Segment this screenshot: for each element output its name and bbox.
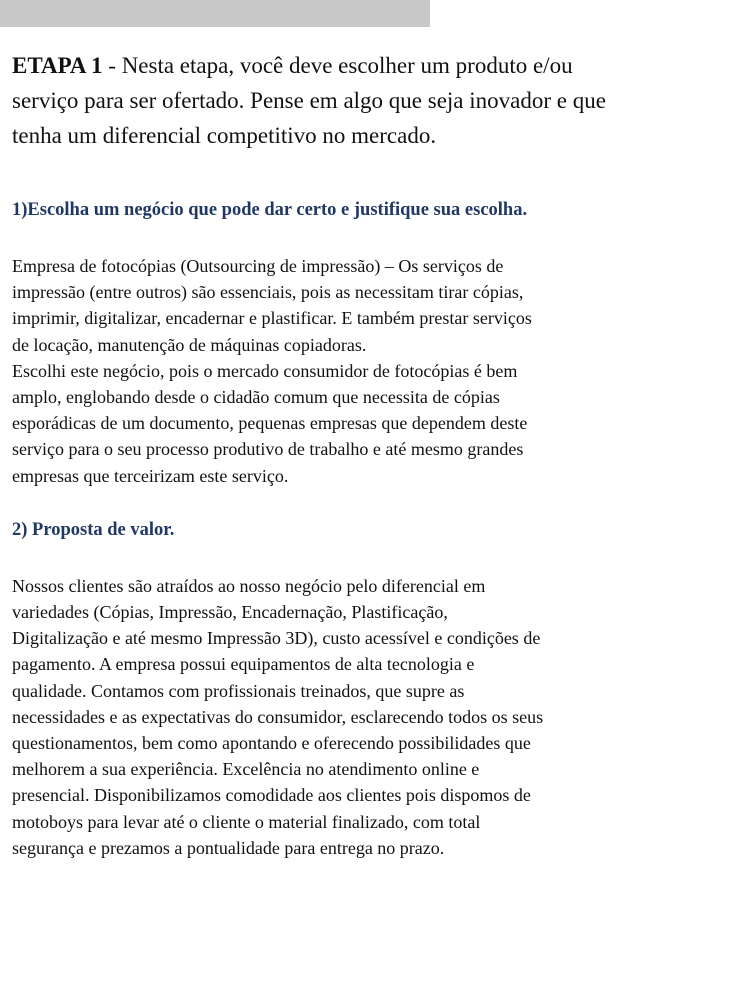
section-1-line: amplo, englobando desde o cidadão comum que necessita de cópias — [12, 387, 500, 408]
section-1-line: impressão (entre outros) são essenciais, pois as necessitam tirar cópias, — [12, 282, 524, 303]
section-2-line: presencial. Disponibilizamos comodidade aos clientes pois dispomos de — [12, 785, 531, 806]
section-2-heading: 2) Proposta de valor. — [12, 519, 175, 540]
section-1-line: esporádicas de um documento, pequenas empresas que dependem deste — [12, 413, 528, 434]
section-2-line: questionamentos, bem como apontando e oferecendo possibilidades que — [12, 733, 531, 754]
top-gray-bar — [0, 0, 430, 27]
intro-line-1-text: - Nesta etapa, você deve escolher um produto e/ou — [102, 53, 573, 78]
section-1-line: empresas que terceirizam este serviço. — [12, 465, 289, 486]
document-body — [12, 48, 747, 861]
intro-line-3: tenha um diferencial competitivo no mercado. — [12, 123, 437, 148]
section-1-line: serviço para o seu processo produtivo de trabalho e até mesmo grandes — [12, 439, 524, 460]
section-1-body — [12, 253, 747, 489]
section-2-line: segurança e prezamos a pontualidade para entrega no prazo. — [12, 837, 445, 858]
section-2-line: pagamento. A empresa possui equipamentos de alta tecnologia e — [12, 654, 475, 675]
section-2-line: Nossos clientes são atraídos ao nosso negócio pelo diferencial em — [12, 575, 486, 596]
section-2-body — [12, 573, 747, 861]
intro-line-1 — [12, 48, 747, 83]
section-1-line: Empresa de fotocópias (Outsourcing de impressão) – Os serviços de — [12, 256, 504, 276]
section-1-line: imprimir, digitalizar, encadernar e plastificar. E também prestar serviços — [12, 308, 532, 329]
stage-label: ETAPA 1 — [12, 53, 103, 78]
intro-paragraph — [12, 48, 747, 153]
section-1-line: de locação, manutenção de máquinas copiadoras. — [12, 334, 367, 355]
section-2-line: motoboys para levar até o cliente o material finalizado, com total — [12, 811, 481, 832]
section-2-line: melhorem a sua experiência. Excelência no atendimento online e — [12, 759, 480, 780]
section-1-heading: 1)Escolha um negócio que pode dar certo e justifique sua escolha. — [12, 200, 528, 220]
section-2-line: necessidades e as expectativas do consumidor, esclarecendo todos os seus — [12, 706, 544, 727]
section-2-line: qualidade. Contamos com profissionais treinados, que supre as — [12, 680, 465, 701]
section-2-line: variedades (Cópias, Impressão, Encadernação, Plastificação, — [12, 602, 448, 623]
section-1-line: Escolhi este negócio, pois o mercado consumidor de fotocópias é bem — [12, 360, 518, 381]
section-2-line: Digitalização e até mesmo Impressão 3D), custo acessível e condições de — [12, 628, 541, 649]
intro-line-2: serviço para ser ofertado. Pense em algo que seja inovador e que — [12, 88, 606, 113]
